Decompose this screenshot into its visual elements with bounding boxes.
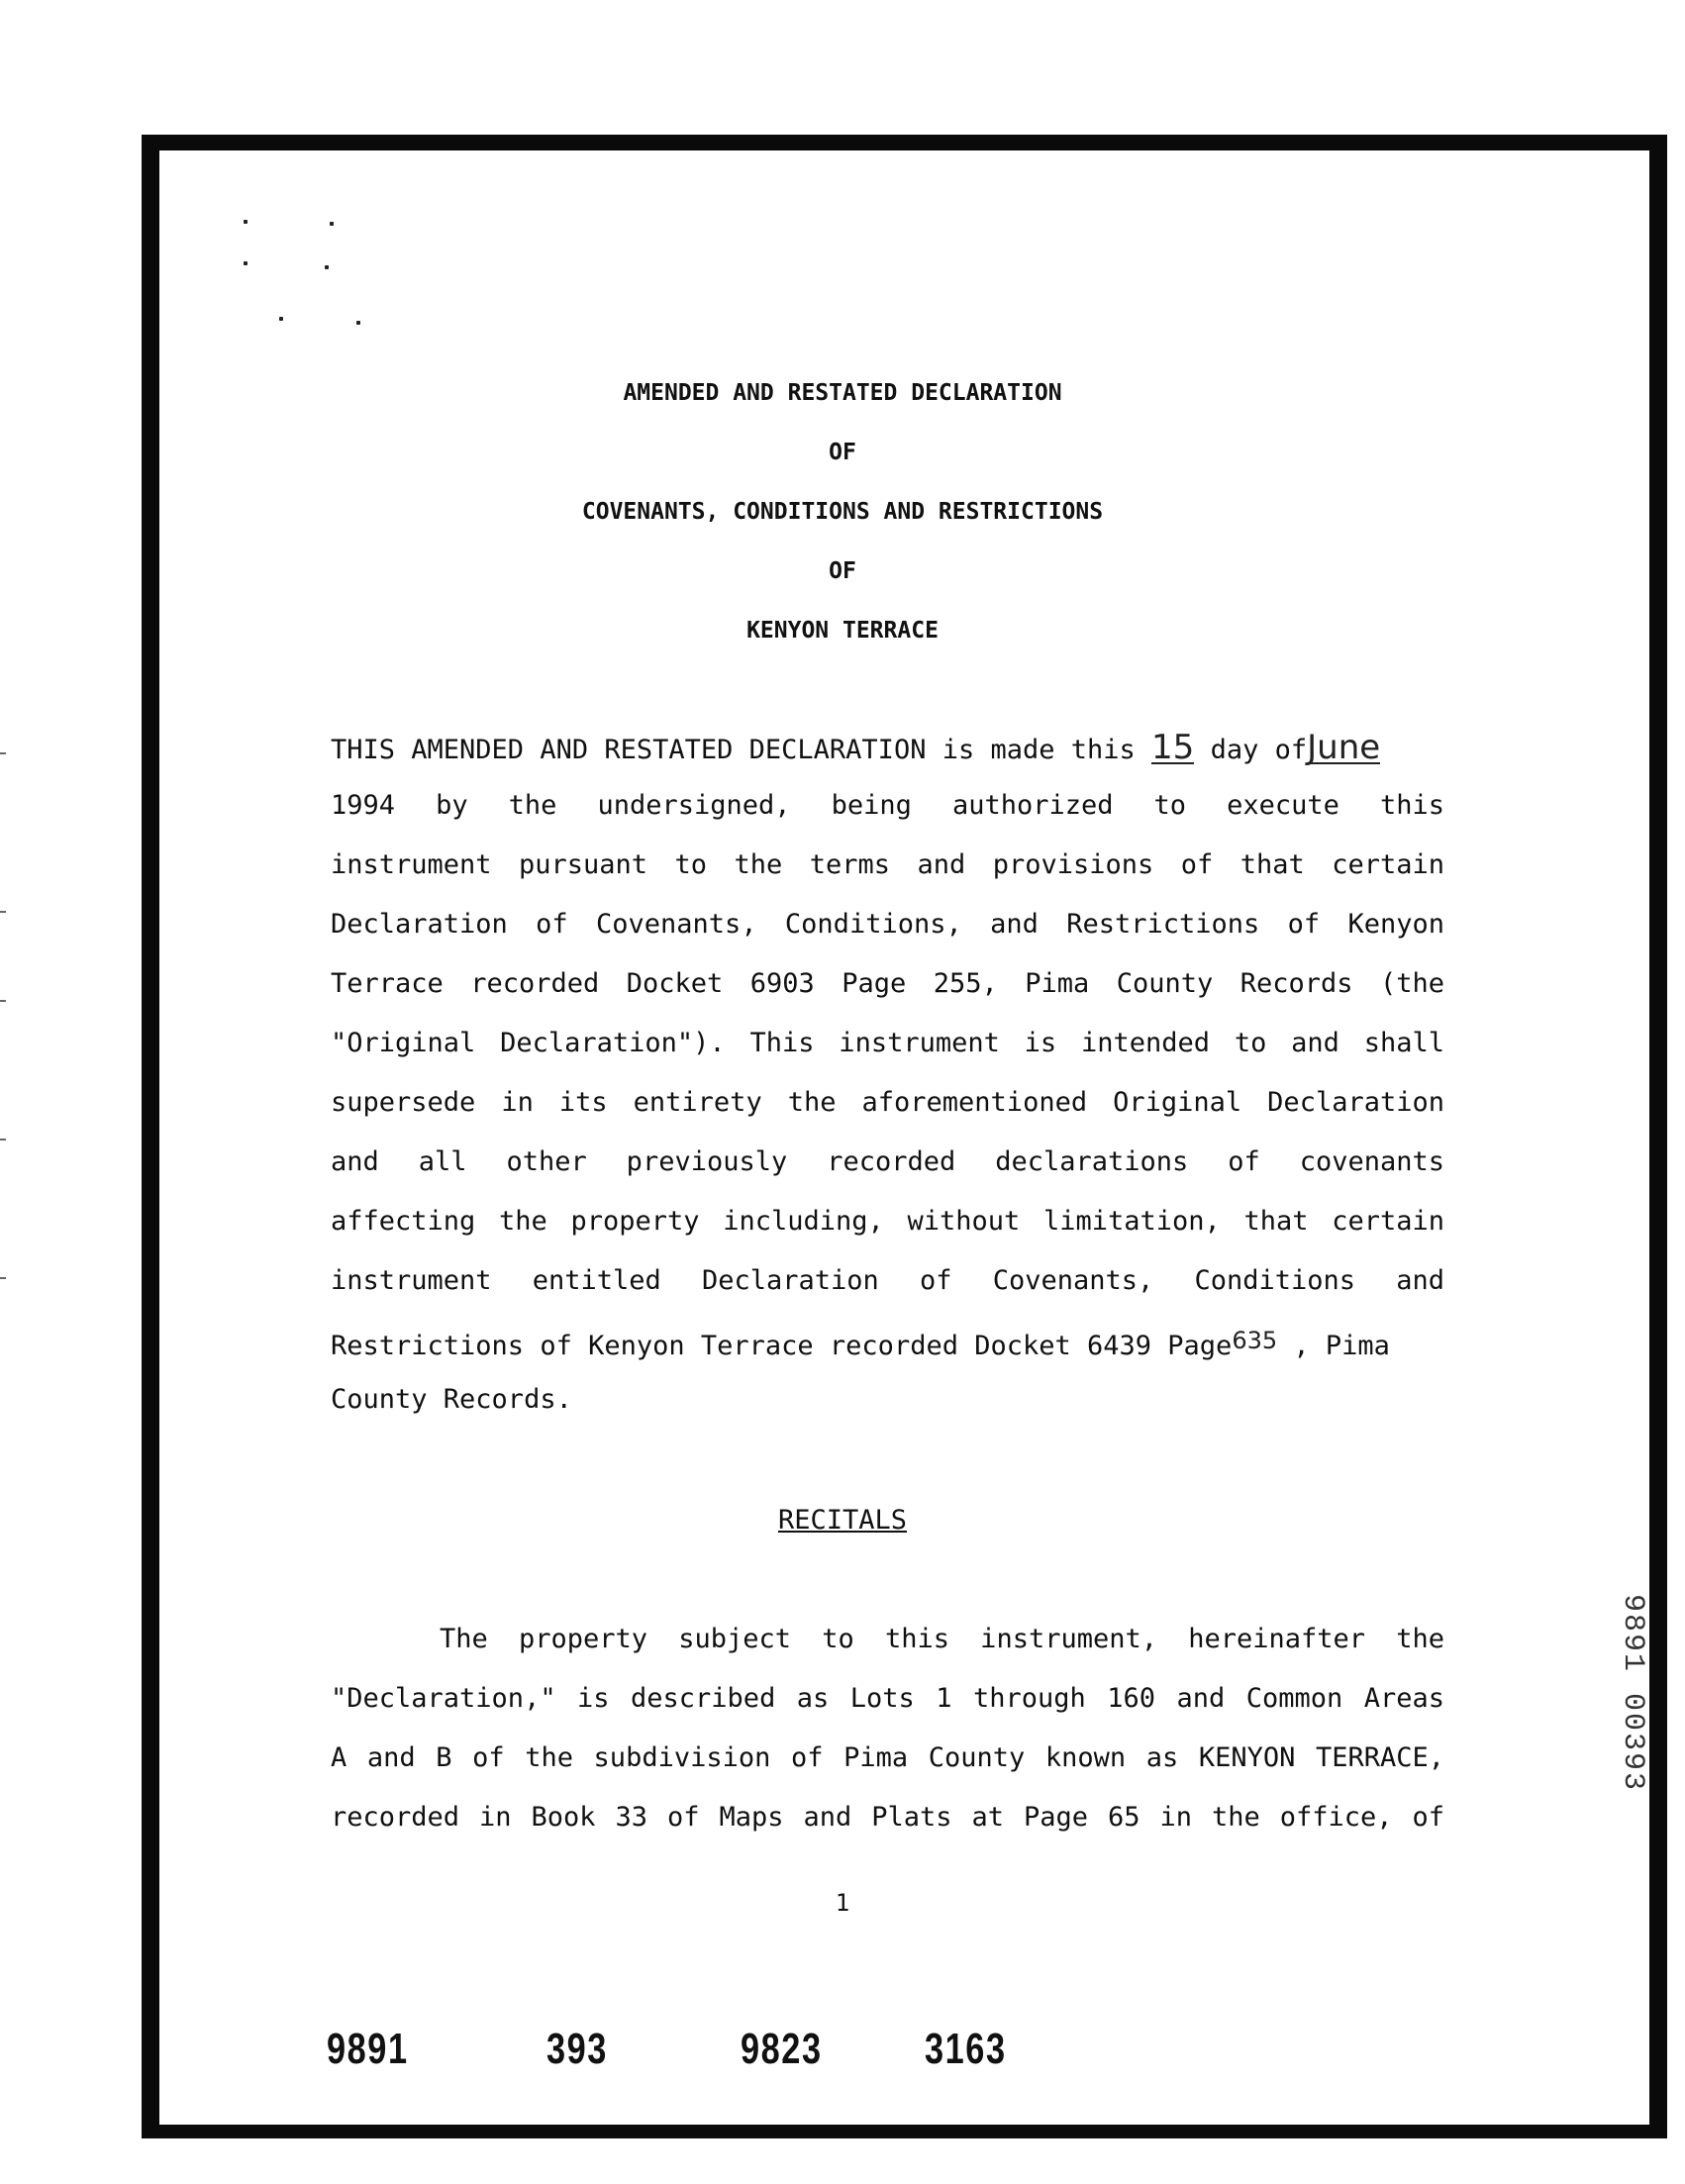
recitals-heading: [0, 1505, 1685, 1536]
handwritten-day: 15: [1151, 728, 1195, 767]
intro-line-1-mid: day of: [1210, 735, 1308, 765]
intro-line-1: [331, 728, 1444, 767]
intro-line: Terrace recorded Docket 6903 Page 255, Pima County Records (the: [331, 968, 1444, 999]
intro-line: instrument pursuant to the terms and provisions of that certain: [331, 849, 1444, 880]
title-line-1: AMENDED AND RESTATED DECLARATION: [623, 380, 1062, 406]
recitals-line: The property subject to this instrument, hereinafter the: [440, 1624, 1444, 1654]
side-stamp-text: 9891 00393: [1616, 1594, 1649, 1793]
recitals-line: "Declaration," is described as Lots 1 through 160 and Common Areas: [331, 1683, 1444, 1714]
document-frame: [142, 135, 1667, 2138]
scan-speck: [356, 321, 360, 325]
scan-speck: [330, 222, 334, 226]
handwritten-page: 635: [1232, 1327, 1278, 1354]
intro-line: "Original Declaration"). This instrument is intended to and shall: [331, 1028, 1444, 1058]
edge-mark: [0, 911, 6, 913]
scan-speck: [325, 265, 329, 269]
intro-line: instrument entitled Declaration of Covenants, Conditions and: [331, 1265, 1444, 1296]
scan-speck: [244, 261, 248, 265]
intro-line: 1994 by the undersigned, being authorized to execute this: [331, 790, 1444, 821]
recording-stamp-part-3: 9823: [741, 2025, 823, 2073]
title-line-2: OF: [829, 440, 856, 465]
handwritten-month: June: [1307, 728, 1381, 767]
intro-line: Declaration of Covenants, Conditions, and Restrictions of Kenyon: [331, 909, 1444, 940]
title-line-4: OF: [829, 558, 856, 584]
intro-line-11: [331, 1325, 1444, 1362]
edge-mark: [0, 1139, 6, 1141]
scan-speck: [244, 220, 248, 224]
recitals-heading-text: RECITALS: [777, 1505, 908, 1536]
edge-mark: [0, 1277, 6, 1279]
recording-stamp-part-1: 9891: [327, 2025, 409, 2073]
side-stamp: [1614, 1594, 1653, 1832]
recitals-line: A and B of the subdivision of Pima County known as KENYON TERRACE,: [331, 1742, 1444, 1773]
intro-line-1-prefix: THIS AMENDED AND RESTATED DECLARATION is made this: [331, 735, 1136, 765]
title-line-3: COVENANTS, CONDITIONS AND RESTRICTIONS: [581, 499, 1104, 525]
intro-line: supersede in its entirety the aforementioned Original Declaration: [331, 1087, 1444, 1118]
recording-stamp-part-2: 393: [546, 2025, 608, 2073]
title-line-5: KENYON TERRACE: [746, 618, 939, 644]
intro-last-line: County Records.: [331, 1384, 572, 1415]
intro-line-11-suffix: , Pima: [1293, 1331, 1390, 1361]
intro-line: affecting the property including, without limitation, that certain: [331, 1206, 1444, 1237]
recitals-line: recorded in Book 33 of Maps and Plats at Page 65 in the office, of: [331, 1802, 1444, 1833]
edge-mark: [0, 1000, 6, 1002]
edge-mark: [0, 752, 6, 754]
recording-stamp-part-4: 3163: [925, 2025, 1007, 2073]
scan-speck: [279, 317, 283, 321]
intro-line-11-prefix: Restrictions of Kenyon Terrace recorded Docket 6439 Page: [331, 1331, 1233, 1361]
intro-line: and all other previously recorded declarations of covenants: [331, 1146, 1444, 1177]
page-number: 1: [835, 1889, 850, 1917]
